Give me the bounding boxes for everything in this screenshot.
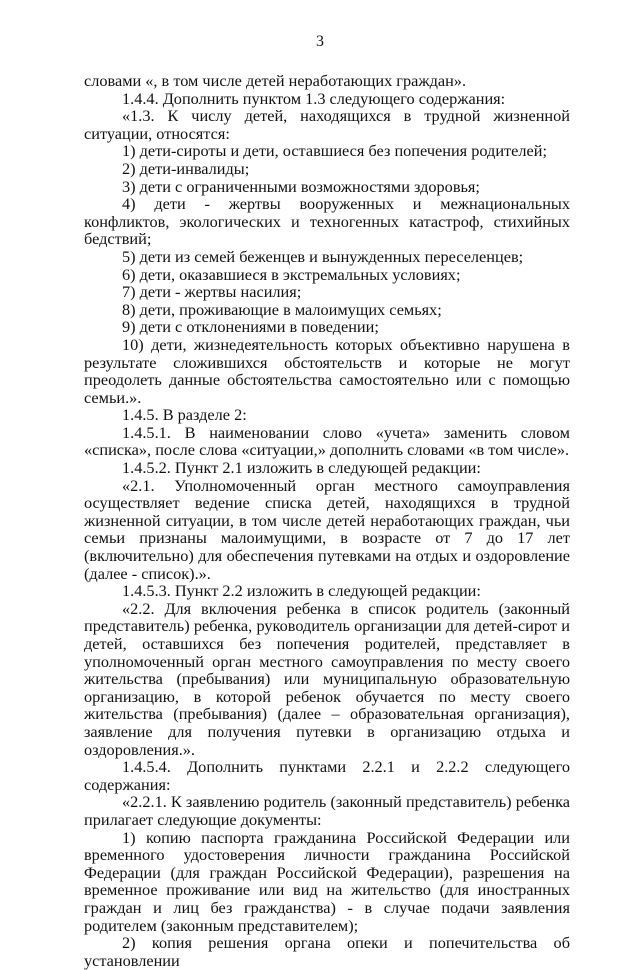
paragraph: 1.4.5.3. Пункт 2.2 изложить в следующей редакции: (122, 581, 481, 601)
paragraph: 1.4.5.1. В наименовании слово «учета» заменить словом «списка», после слова «ситуации,» дополнить словами «в том числе». (84, 422, 570, 460)
paragraph: «2.2.1. К заявлению родитель (законный представитель) ребенка прилагает следующие документы: (84, 792, 570, 829)
paragraph: 7) дети - жертвы насилия; (122, 282, 302, 302)
page-number: 3 (316, 33, 324, 50)
paragraph: 6) дети, оказавшиеся в экстремальных условиях; (122, 264, 461, 284)
paragraph: 1) копию паспорта гражданина Российской Федерации или временного удостоверения личности гражданина Российской Федерации (для граждан Российской Федерации), разрешения на временное проживание или вид на жительство (для иностранных граждан и лиц без гражданства) - в случае подачи заявления родителем (законным представителем); (84, 827, 570, 935)
paragraph: 10) дети, жизнедеятельность которых объективно нарушена в результате сложившихся обстоятельств и которые не могут преодолеть данные обстоятельства самостоятельно или с помощью семьи.». (84, 334, 570, 407)
paragraph: 4) дети - жертвы вооруженных и межнациональных конфликтов, экологических и техногенных катастроф, стихийных бедствий; (84, 194, 570, 249)
paragraph: 2) копия решения органа опеки и попечительства об установлении (84, 933, 570, 970)
document-body (84, 72, 570, 969)
paragraph: «1.3. К числу детей, находящихся в трудной жизненной ситуации, относятся: (84, 106, 570, 143)
paragraph: 1.4.5.4. Дополнить пунктами 2.2.1 и 2.2.2 следующего содержания: (84, 757, 570, 794)
paragraph: 8) дети, проживающие в малоимущих семьях; (122, 299, 442, 319)
paragraph: словами «, в том числе детей неработающих граждан». (84, 71, 467, 90)
paragraph: 1.4.5. В разделе 2: (122, 405, 247, 425)
paragraph: 3) дети с ограниченными возможностями здоровья; (122, 176, 480, 196)
paragraph: 9) дети с отклонениями в поведении; (122, 317, 379, 337)
paragraph: 5) дети из семей беженцев и вынужденных переселенцев; (122, 246, 524, 266)
paragraph: «2.2. Для включения ребенка в список родитель (законный представитель) ребенка, руководитель организации для детей-сирот и детей, оставшихся без попечения родителей, представляет в уполномоченный орган местного самоуправления по месту своего жительства (пребывания) или муниципальную образовательную организацию, в которой ребенок обучается по месту своего жительства (пребывания) (далее – образовательная организация), заявление для получения путевки в организацию отдыха и оздоровления.». (84, 598, 570, 759)
paragraph: «2.1. Уполномоченный орган местного самоуправления осуществляет ведение списка детей, находящихся в трудной жизненной ситуации, в том числе детей неработающих граждан, чьи семьи признаны малоимущими, в возрасте от 7 до 17 лет (включительно) для обеспечения путевками на отдых и оздоровление (далее - список).». (84, 475, 570, 583)
paragraph: 1) дети-сироты и дети, оставшиеся без попечения родителей; (122, 141, 547, 161)
paragraph: 2) дети-инвалиды; (122, 158, 250, 178)
paragraph: 1.4.5.2. Пункт 2.1 изложить в следующей редакции: (122, 458, 481, 478)
paragraph: 1.4.4. Дополнить пунктом 1.3 следующего содержания: (122, 88, 506, 108)
